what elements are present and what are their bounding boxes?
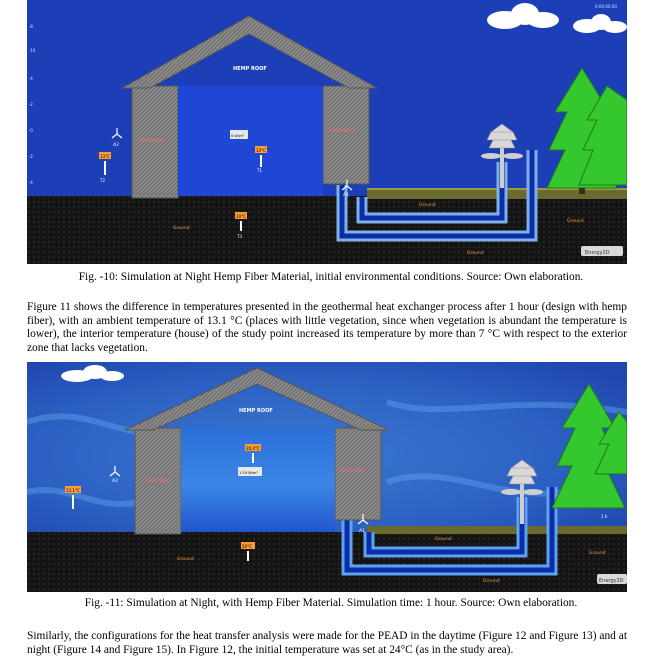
thermometer-icon [240, 221, 242, 231]
roof-label: HEMP ROOF [239, 408, 273, 414]
ground-label: Ground [173, 226, 190, 231]
svg-text:·4: ·4 [29, 76, 33, 81]
figure-night-1-hour [27, 362, 627, 592]
roof-label: HEMP ROOF [233, 66, 267, 72]
svg-text:·10: ·10 [29, 48, 36, 53]
thermometer-label: T3 [237, 234, 242, 239]
ground-label: Ground [589, 551, 606, 556]
figure-caption: Fig. -11: Simulation at Night, with Hemp Fiber Material. Simulation time: 1 hour. Source: Own elaboration. [84, 597, 578, 609]
anemometer-label: A1 [359, 529, 365, 534]
wall-right-label: HEMP WALL [339, 469, 366, 474]
thermometer-icon [252, 453, 254, 463]
svg-text:·0: ·0 [29, 128, 33, 133]
wall-left-label: HEMP WALL [145, 479, 172, 484]
thermometer-label: T2 [100, 178, 105, 183]
thermometer-icon [104, 161, 106, 175]
ground-label: Ground [483, 579, 500, 584]
thermometer-label: T1 [257, 168, 262, 173]
simulation-timer: 1 h [601, 514, 608, 519]
body-paragraph: Figure 11 shows the difference in temperatures presented in the geothermal heat exchanger process after 1 hour (design with hemp fiber), with an ambient temperature of 13.1 °C (places with little vegetation, since when vegetation is abundant the temperature is lower), the interior temperature (house) of the study point increased its temperature by more than 7 °C with respect to the exterior zone that lacks vegetation. [27, 301, 627, 354]
heat-flux-sensor: 1.59 W/m² [239, 471, 258, 475]
ground-label: Ground [467, 251, 484, 256]
simulation-canvas [27, 0, 627, 264]
anemometer-label: A2 [113, 143, 119, 148]
brand-logo: Energy2D [599, 578, 624, 584]
brand-logo: Energy2D [585, 250, 610, 256]
thermometer-readout: 13°C [256, 148, 266, 153]
simulation-timer: 0:00:00:00 [595, 4, 617, 9]
anemometer-label: A2 [112, 479, 118, 484]
figure-night-initial [27, 0, 627, 264]
thermometer-icon [72, 495, 74, 509]
thermometer-readout: 20°C [242, 544, 252, 549]
ground-label: Ground [177, 557, 194, 562]
thermometer-readout: 13°C [100, 154, 110, 159]
heat-flux-sensor: 0 W/m² [231, 134, 245, 138]
ground-label: Ground [419, 203, 436, 208]
thermometer-readout: 20°C [236, 214, 246, 219]
ground-label: Ground [435, 537, 452, 542]
svg-text:·2: ·2 [29, 102, 33, 107]
wall-left-label: HEMP WALL [139, 139, 166, 144]
thermometer-icon [260, 155, 262, 167]
wall-right-label: HEMP WALL [329, 129, 356, 134]
svg-text:·2: ·2 [29, 154, 33, 159]
simulation-canvas [27, 362, 627, 592]
svg-text:·8: ·8 [29, 24, 33, 29]
thermometer-icon [247, 551, 249, 561]
ground-label: Ground [567, 219, 584, 224]
thermometer-readout: 20.4°C [246, 446, 260, 451]
thermometer-readout: 13.1°C [66, 488, 80, 493]
svg-text:·4: ·4 [29, 180, 33, 185]
body-paragraph: Similarly, the configurations for the heat transfer analysis were made for the PEAD in the daytime (Figure 12 and Figure 13) and at night (Figure 14 and Figure 15). In Figure 12, the initial temperature was set at 24°C (as in the study area). [27, 630, 627, 656]
figure-caption: Fig. -10: Simulation at Night Hemp Fiber Material, initial environmental conditions. Source: Own elaboration. [78, 271, 584, 283]
anemometer-label: A1 [343, 193, 349, 198]
